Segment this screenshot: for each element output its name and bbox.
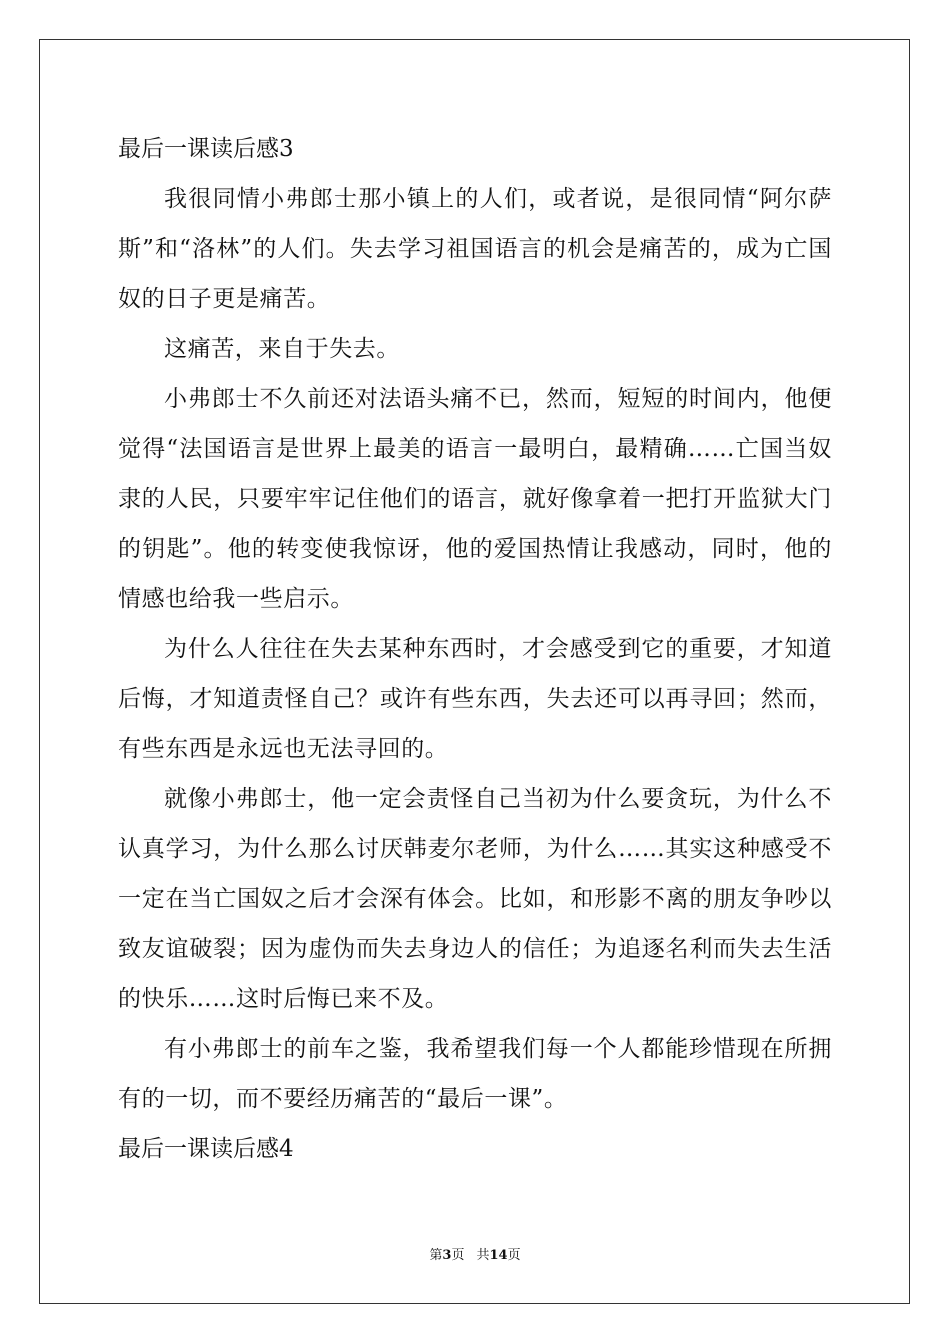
- paragraph: 我很同情小弗郎士那小镇上的人们，或者说，是很同情“阿尔萨斯”和“洛林”的人们。失去学习祖国语言的机会是痛苦的，成为亡国奴的日子更是痛苦。: [118, 186, 832, 312]
- paragraph: 小弗郎士不久前还对法语头痛不已，然而，短短的时间内，他便觉得“法国语言是世界上最美的语言一最明白，最精确……亡国当奴隶的人民，只要牢牢记住他们的语言，就好像拿着一把打开监狱大门的钥匙”。他的转变使我惊讶，他的爱国热情让我感动，同时，他的情感也给我一些启示。: [118, 386, 832, 612]
- total-pages: 14: [489, 1248, 508, 1263]
- paragraph: 就像小弗郎士，他一定会责怪自己当初为什么要贪玩，为什么不认真学习，为什么那么讨厌韩麦尔老师，为什么……其实这种感受不一定在当亡国奴之后才会深有体会。比如，和形影不离的朋友争吵以致友谊破裂；因为虚伪而失去身边人的信任；为追逐名利而失去生活的快乐……这时后悔已来不及。: [118, 786, 832, 1012]
- section-heading: 最后一课读后感3: [118, 136, 294, 162]
- page-footer: [0, 1246, 950, 1266]
- paragraph: 为什么人往往在失去某种东西时，才会感受到它的重要，才知道后悔，才知道责怪自己？或许有些东西，失去还可以再寻回；然而，有些东西是永远也无法寻回的。: [118, 636, 832, 762]
- page-suffix: 页: [451, 1248, 465, 1263]
- paragraph: 这痛苦，来自于失去。: [164, 336, 400, 362]
- document-body: [118, 124, 832, 1174]
- total-prefix: 共: [476, 1248, 490, 1263]
- section-heading: 最后一课读后感4: [118, 1136, 294, 1162]
- page-number: 3: [442, 1248, 452, 1263]
- total-suffix: 页: [507, 1248, 521, 1263]
- paragraph: 有小弗郎士的前车之鉴，我希望我们每一个人都能珍惜现在所拥有的一切，而不要经历痛苦的“最后一课”。: [118, 1036, 832, 1112]
- page-prefix: 第: [429, 1248, 443, 1263]
